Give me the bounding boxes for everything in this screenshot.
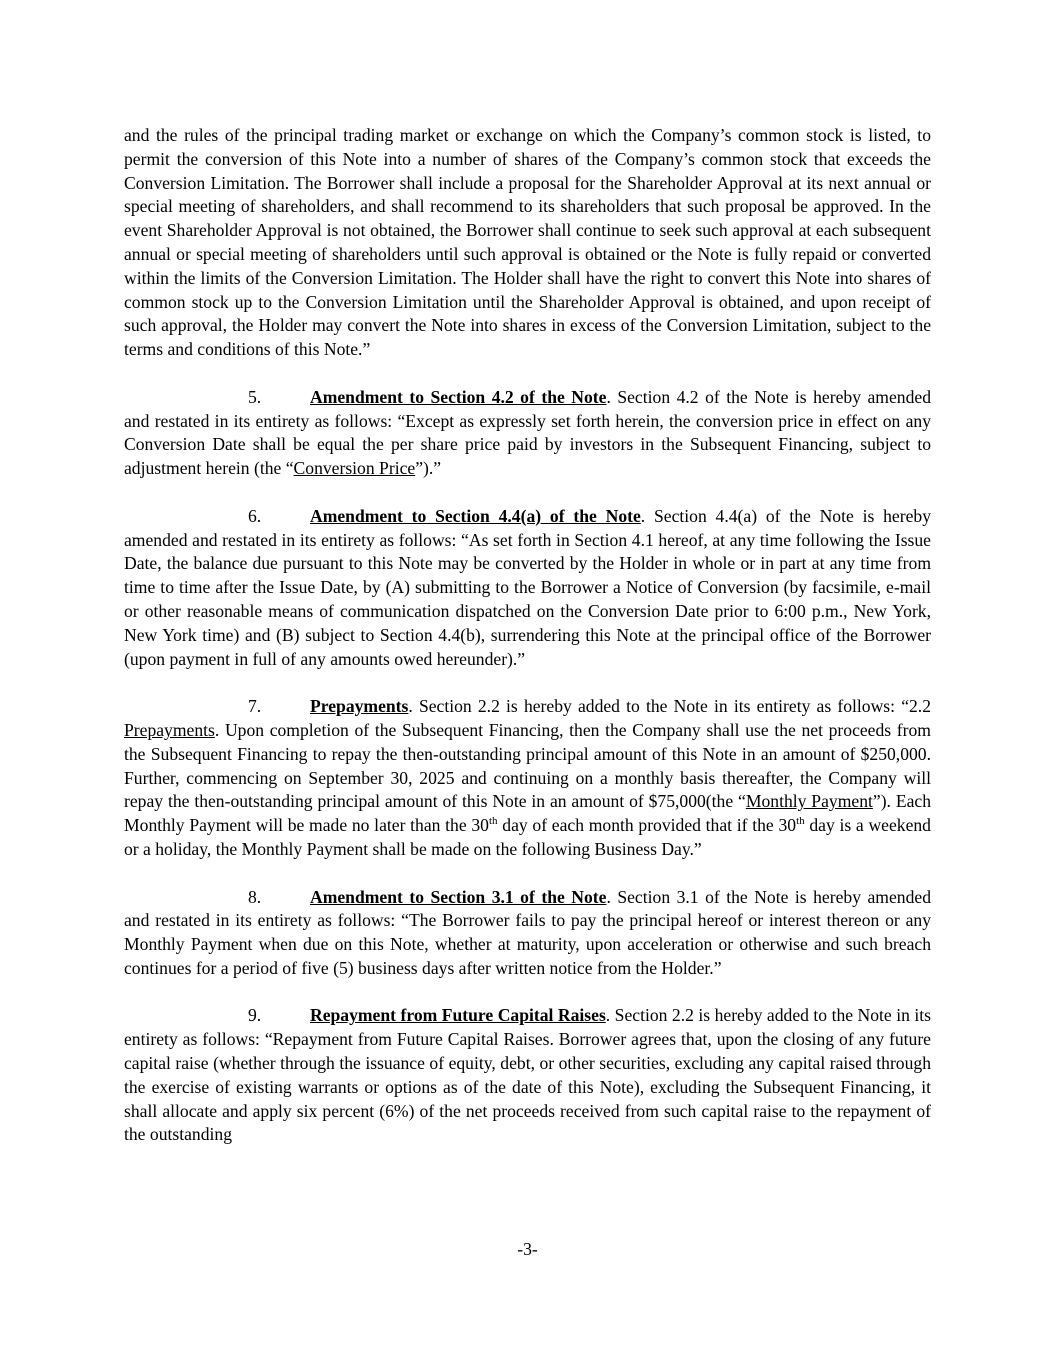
section-number: 7.	[248, 696, 262, 717]
section-heading: Prepayments	[310, 696, 409, 717]
section-heading: Amendment to Section 3.1 of the Note	[310, 886, 607, 907]
defined-term: Prepayments	[124, 719, 215, 740]
section-9: 9. Repayment from Future Capital Raises. Section 2.2 is hereby added to the Note in its entirety as follows: “Repayment from Future Capital Raises. Borrower agrees that, upon the closing of any future capital raise (whether through the issuance of equity, debt, or other securities, excluding any capital raised through the exercise of existing warrants or options as of the date of this Note), excluding the Subsequent Financing, it shall allocate and apply six percent (6%) of the net proceeds received from such capital raise to the repayment of the outstanding	[124, 1005, 931, 1145]
section-number: 8.	[248, 886, 262, 907]
section-number: 9.	[248, 1005, 262, 1026]
paragraph-continuation: and the rules of the principal trading market or exchange on which the Company’s common stock is listed, to permit the conversion of this Note into a number of shares of the Company’s common stock that exceeds the Conversion Limitation. The Borrower shall include a proposal for the Shareholder Approval at its next annual or special meeting of shareholders, and shall recommend to its shareholders that such proposal be approved. In the event Shareholder Approval is not obtained, the Borrower shall continue to seek such approval at each subsequent annual or special meeting of shareholders until such approval is obtained or the Note is fully repaid or converted within the limits of the Conversion Limitation. The Holder shall have the right to convert this Note into shares of common stock up to the Conversion Limitation until the Shareholder Approval is obtained, and upon receipt of such approval, the Holder may convert the Note into shares in excess of the Conversion Limitation, subject to the terms and conditions of this Note.”	[124, 125, 931, 360]
section-6: 6. Amendment to Section 4.4(a) of the Note. Section 4.4(a) of the Note is hereby amended and restated in its entirety as follows: “As set forth in Section 4.1 hereof, at any time following the Issue Date, the balance due pursuant to this Note may be converted by the Holder in whole or in part at any time from time to time after the Issue Date, by (A) submitting to the Borrower a Notice of Conversion (by facsimile, e-mail or other reasonable means of communication dispatched on the Conversion Date prior to 6:00 p.m., New York, New York time) and (B) subject to Section 4.4(b), surrendering this Note at the principal office of the Borrower (upon payment in full of any amounts owed hereunder).”	[124, 505, 931, 669]
page-number: -3-	[517, 1239, 538, 1259]
defined-term: Monthly Payment	[745, 791, 873, 812]
section-8: 8. Amendment to Section 3.1 of the Note. Section 3.1 of the Note is hereby amended and restated in its entirety as follows: “The Borrower fails to pay the principal hereof or interest thereon or any Monthly Payment when due on this Note, whether at maturity, upon acceleration or otherwise and such breach continues for a period of five (5) business days after written notice from the Holder.”	[124, 886, 931, 978]
section-heading: Repayment from Future Capital Raises	[310, 1005, 606, 1026]
section-heading: Amendment to Section 4.2 of the Note	[310, 386, 607, 407]
section-heading: Amendment to Section 4.4(a) of the Note	[310, 505, 641, 526]
defined-term: Conversion Price	[293, 458, 416, 479]
body-text	[124, 124, 931, 1171]
section-5: 5. Amendment to Section 4.2 of the Note. Section 4.2 of the Note is hereby amended and restated in its entirety as follows: “Except as expressly set forth herein, the conversion price in effect on any Conversion Date shall be equal the per share price paid by investors in the Subsequent Financing, subject to adjustment herein (the “Conversion Price”).”	[124, 386, 931, 479]
section-number: 5.	[248, 386, 262, 407]
section-7: 7. Prepayments. Section 2.2 is hereby added to the Note in its entirety as follows: “2.2 Prepayments. Upon completion of the Subsequent Financing, then the Company shall use the net proceeds from the Subsequent Financing to repay the then-outstanding principal amount of this Note in an amount of $250,000. Further, commencing on September 30, 2025 and continuing on a monthly basis thereafter, the Company will repay the then-outstanding principal amount of this Note in an amount of $75,000(the “Monthly Payment”). Each Monthly Payment will be made no later than the 30th day of each month provided that if the 30th day is a weekend or a holiday, the Monthly Payment shall be made on the following Business Day.”	[124, 696, 931, 859]
section-number: 6.	[248, 505, 262, 526]
